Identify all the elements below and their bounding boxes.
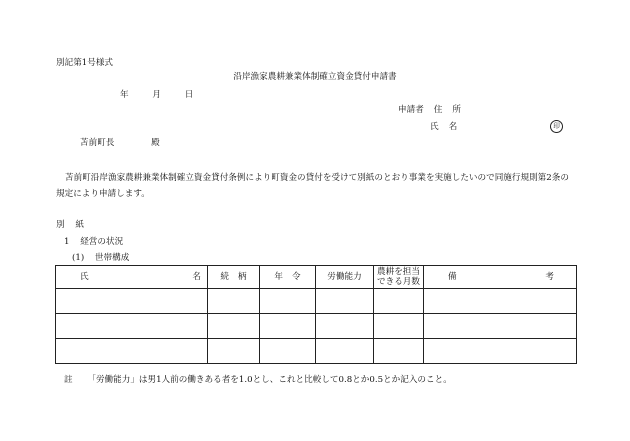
section-number: 1 [64, 237, 70, 247]
header-remarks [424, 266, 577, 289]
attachment-heading [56, 220, 84, 230]
section-title: 経営の状況 [80, 237, 124, 247]
footnote-mark: 註 [64, 375, 73, 385]
cell-farming-months[interactable] [374, 339, 424, 364]
header-farming-months-line-2: できる月数 [377, 277, 420, 287]
cell-labor-capacity[interactable] [316, 339, 374, 364]
cell-name[interactable] [56, 314, 208, 339]
header-relation: 続柄 [208, 266, 260, 289]
household-composition-table [55, 265, 577, 364]
cell-name[interactable] [56, 289, 208, 314]
cell-farming-months[interactable] [374, 314, 424, 339]
header-remarks-char-1: 備 [448, 272, 457, 282]
recipient-town: 苫前町長 [80, 138, 115, 148]
header-labor-capacity: 労働能力 [316, 266, 374, 289]
cell-relation[interactable] [208, 339, 260, 364]
header-farming-months-line-1: 農耕を担当 [377, 267, 420, 277]
cell-age[interactable] [260, 289, 316, 314]
footnote [64, 375, 452, 385]
recipient-honorific: 殿 [151, 138, 160, 148]
address-label: 住所 [433, 105, 471, 115]
cell-remarks[interactable] [424, 289, 577, 314]
seal-icon: 印 [550, 120, 563, 133]
cell-age[interactable] [260, 314, 316, 339]
form-number: 別記第1号様式 [56, 58, 114, 68]
subsection-heading [72, 253, 129, 263]
document-title: 沿岸漁家農耕兼業体制確立資金貸付申請書 [233, 72, 397, 82]
attachment-heading-char-1: 別 [56, 220, 65, 230]
table-header-row [56, 266, 577, 289]
header-name-char-1: 氏 [80, 272, 89, 282]
cell-name[interactable] [56, 339, 208, 364]
cell-labor-capacity[interactable] [316, 314, 374, 339]
table-row [56, 314, 577, 339]
applicant-name-row [430, 122, 467, 132]
subsection-number: (1) [72, 253, 85, 263]
footnote-text: 「労働能力」は男1人前の働きある者を1.0とし、これと比較して0.8とか0.5とか記入のこと。 [87, 375, 452, 385]
date-year-label: 年 [120, 90, 129, 100]
header-name-char-2: 名 [192, 272, 201, 282]
header-name [56, 266, 208, 289]
recipient-line [80, 138, 160, 148]
date-line [120, 90, 193, 100]
attachment-heading-char-2: 紙 [75, 220, 84, 230]
name-label: 氏名 [430, 122, 468, 132]
subsection-title: 世帯構成 [94, 253, 130, 263]
date-month-label: 月 [152, 90, 161, 100]
cell-age[interactable] [260, 339, 316, 364]
cell-remarks[interactable] [424, 339, 577, 364]
table-row [56, 289, 577, 314]
cell-relation[interactable] [208, 289, 260, 314]
table-row [56, 339, 577, 364]
cell-relation[interactable] [208, 314, 260, 339]
applicant-role-label: 申請者 [398, 105, 424, 115]
applicant-address-row [398, 105, 471, 115]
cell-labor-capacity[interactable] [316, 289, 374, 314]
cell-farming-months[interactable] [374, 289, 424, 314]
cell-remarks[interactable] [424, 314, 577, 339]
header-remarks-char-2: 考 [545, 272, 554, 282]
date-day-label: 日 [184, 90, 194, 100]
section-heading [64, 237, 123, 247]
header-farming-months [374, 266, 424, 289]
application-body-text: 苫前町沿岸漁家農耕兼業体制確立資金貸付条例により町資金の貸付を受けて別紙のとおり事業を実施したいので同施行規則第2条の規定により申請します。 [56, 173, 569, 199]
header-age: 年令 [260, 266, 316, 289]
